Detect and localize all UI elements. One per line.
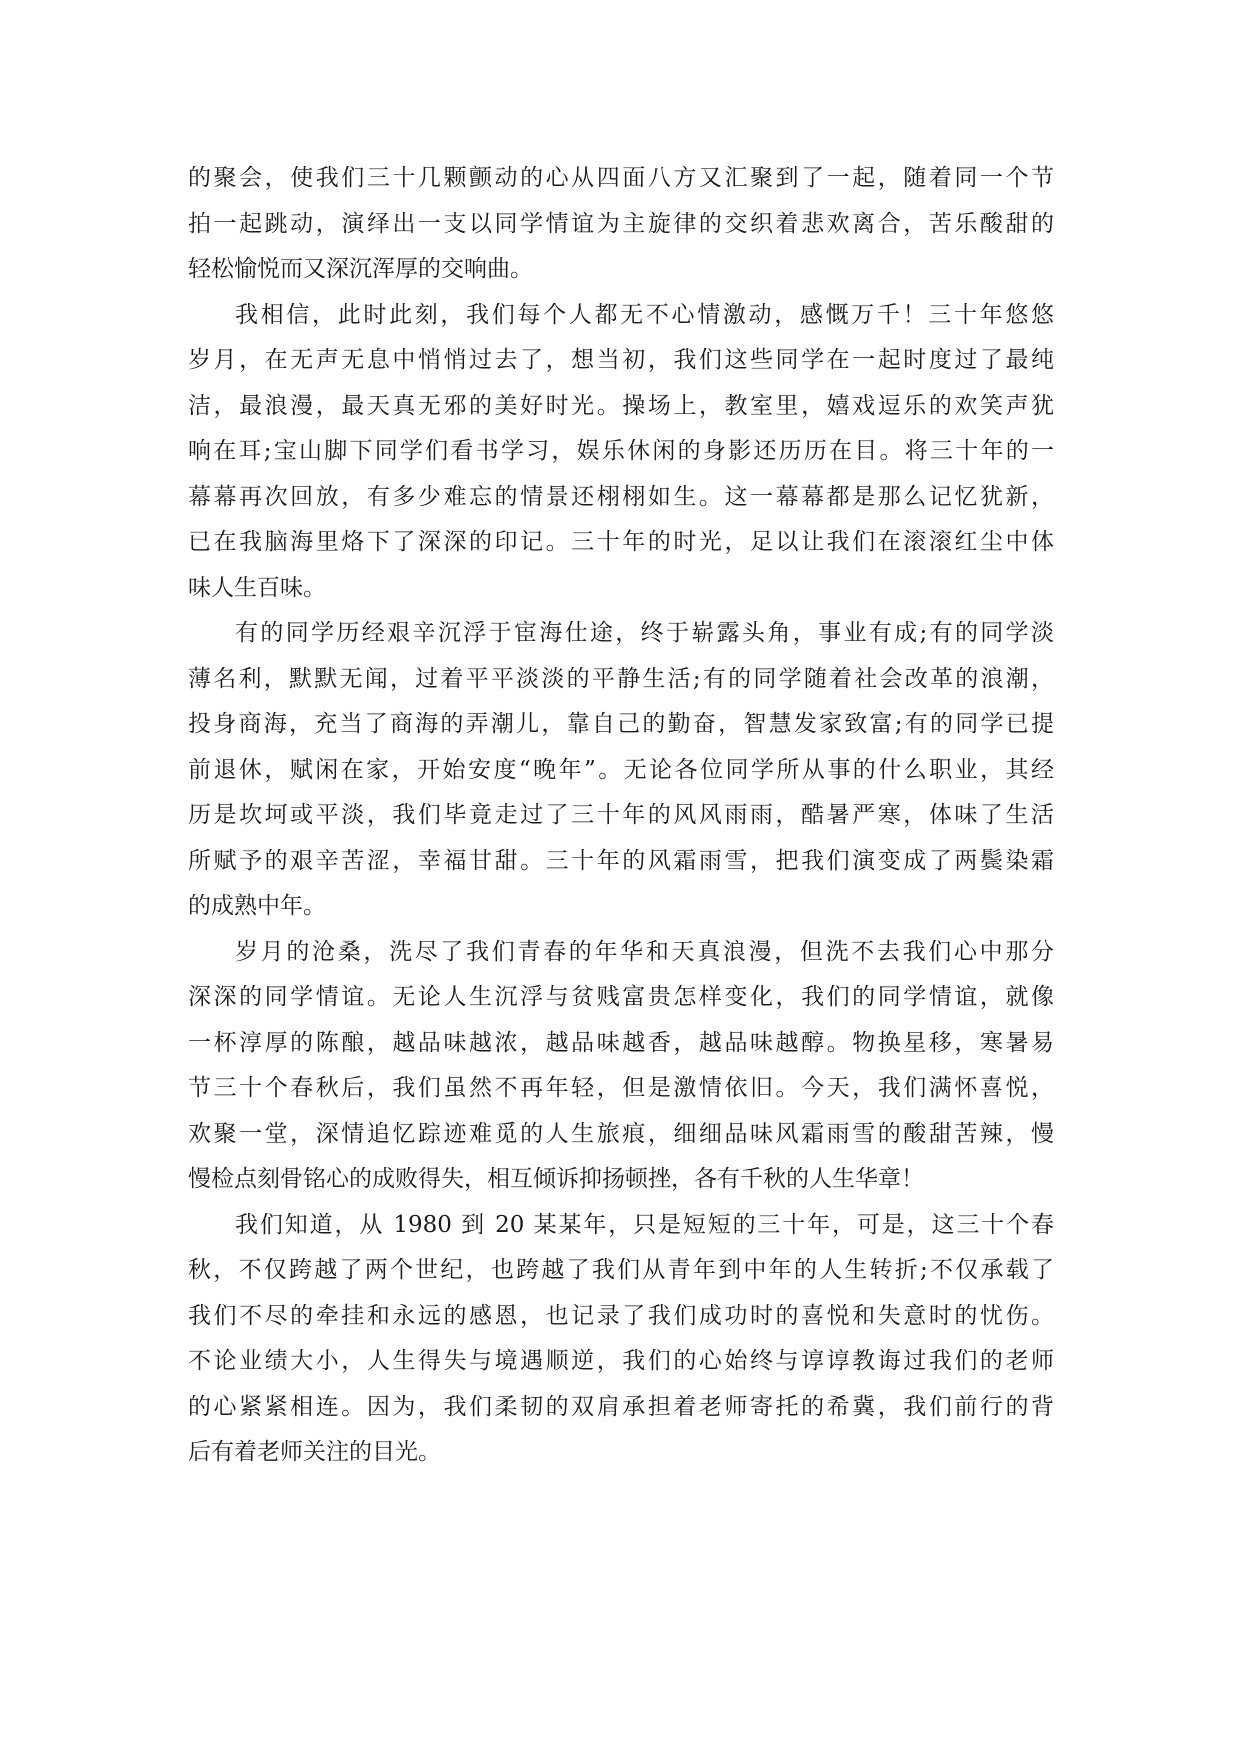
text-line: 的聚会，使我们三十几颗颤动的心从四面八方又汇聚到了一起，随着同一个节 (188, 165, 1054, 191)
text-line: 历是坎坷或平淡，我们毕竟走过了三十年的风风雨雨，酷暑严寒，体味了生活 (188, 802, 1054, 828)
document-body (188, 156, 1054, 1476)
text-line: 轻松愉悦而又深沉浑厚的交响曲。 (188, 256, 533, 282)
text-line: 后有着老师关注的目光。 (188, 1439, 441, 1465)
paragraph (188, 930, 1054, 1203)
text-line: 拍一起跳动，演绎出一支以同学情谊为主旋律的交织着悲欢离合，苦乐酸甜的 (188, 210, 1054, 237)
text-line: 不论业绩大小，人生得失与境遇顺逆，我们的心始终与谆谆教诲过我们的老师 (188, 1348, 1054, 1374)
text-line: 响在耳;宝山脚下同学们看书学习，娱乐休闲的身影还历历在目。将三十年的一 (188, 438, 1054, 464)
text-line: 有的同学历经艰辛沉浮于宦海仕途，终于崭露头角，事业有成;有的同学淡 (235, 620, 1054, 646)
paragraph (188, 293, 1054, 612)
paragraph (188, 611, 1054, 930)
text-line: 我相信，此时此刻，我们每个人都无不心情激动，感慨万千！三十年悠悠 (235, 301, 1054, 328)
text-line: 前退休，赋闲在家，开始安度“晚年”。无论各位同学所从事的什么职业，其经 (188, 756, 1054, 783)
text-line: 我们知道，从 1980 到 20 某某年，只是短短的三十年，可是，这三十个春 (235, 1211, 1054, 1238)
text-line: 节三十个春秋后，我们虽然不再年轻，但是激情依旧。今天，我们满怀喜悦， (188, 1075, 1054, 1101)
text-line: 所赋予的艰辛苦涩，幸福甘甜。三十年的风霜雨雪，把我们演变成了两鬓染霜 (188, 847, 1054, 874)
text-line: 秋，不仅跨越了两个世纪，也跨越了我们从青年到中年的人生转折;不仅承载了 (188, 1257, 1054, 1283)
text-line: 已在我脑海里烙下了深深的印记。三十年的时光，足以让我们在滚滚红尘中体 (188, 529, 1054, 555)
text-line: 幕幕再次回放，有多少难忘的情景还栩栩如生。这一幕幕都是那么记忆犹新， (188, 483, 1054, 510)
text-line: 岁月，在无声无息中悄悄过去了，想当初，我们这些同学在一起时度过了最纯 (188, 347, 1054, 373)
text-line: 的成熟中年。 (188, 893, 326, 919)
text-line: 一杯淳厚的陈酿，越品味越浓，越品味越香，越品味越醇。物换星移，寒暑易 (188, 1029, 1054, 1056)
text-line: 味人生百味。 (188, 574, 326, 601)
text-line: 的心紧紧相连。因为，我们柔韧的双肩承担着老师寄托的希冀，我们前行的背 (188, 1393, 1054, 1420)
text-line: 薄名利，默默无闻，过着平平淡淡的平静生活;有的同学随着社会改革的浪潮， (188, 665, 1054, 692)
text-line: 投身商海，充当了商海的弄潮儿，靠自己的勤奋，智慧发家致富;有的同学已提 (188, 711, 1054, 737)
text-line: 深深的同学情谊。无论人生沉浮与贫贱富贵怎样变化，我们的同学情谊，就像 (188, 984, 1054, 1010)
text-line: 我们不尽的牵挂和永远的感恩，也记录了我们成功时的喜悦和失意时的忧伤。 (188, 1302, 1054, 1329)
paragraph (188, 156, 1054, 293)
paragraph (188, 1203, 1054, 1476)
text-line: 欢聚一堂，深情追忆踪迹难觅的人生旅痕，细细品味风霜雨雪的酸甜苦辣，慢 (188, 1120, 1054, 1147)
text-line: 洁，最浪漫，最天真无邪的美好时光。操场上，教室里，嬉戏逗乐的欢笑声犹 (188, 392, 1054, 419)
text-line: 岁月的沧桑，洗尽了我们青春的年华和天真浪漫，但洗不去我们心中那分 (235, 938, 1054, 965)
text-line: 慢检点刻骨铭心的成败得失，相互倾诉抑扬顿挫，各有千秋的人生华章！ (188, 1166, 924, 1192)
